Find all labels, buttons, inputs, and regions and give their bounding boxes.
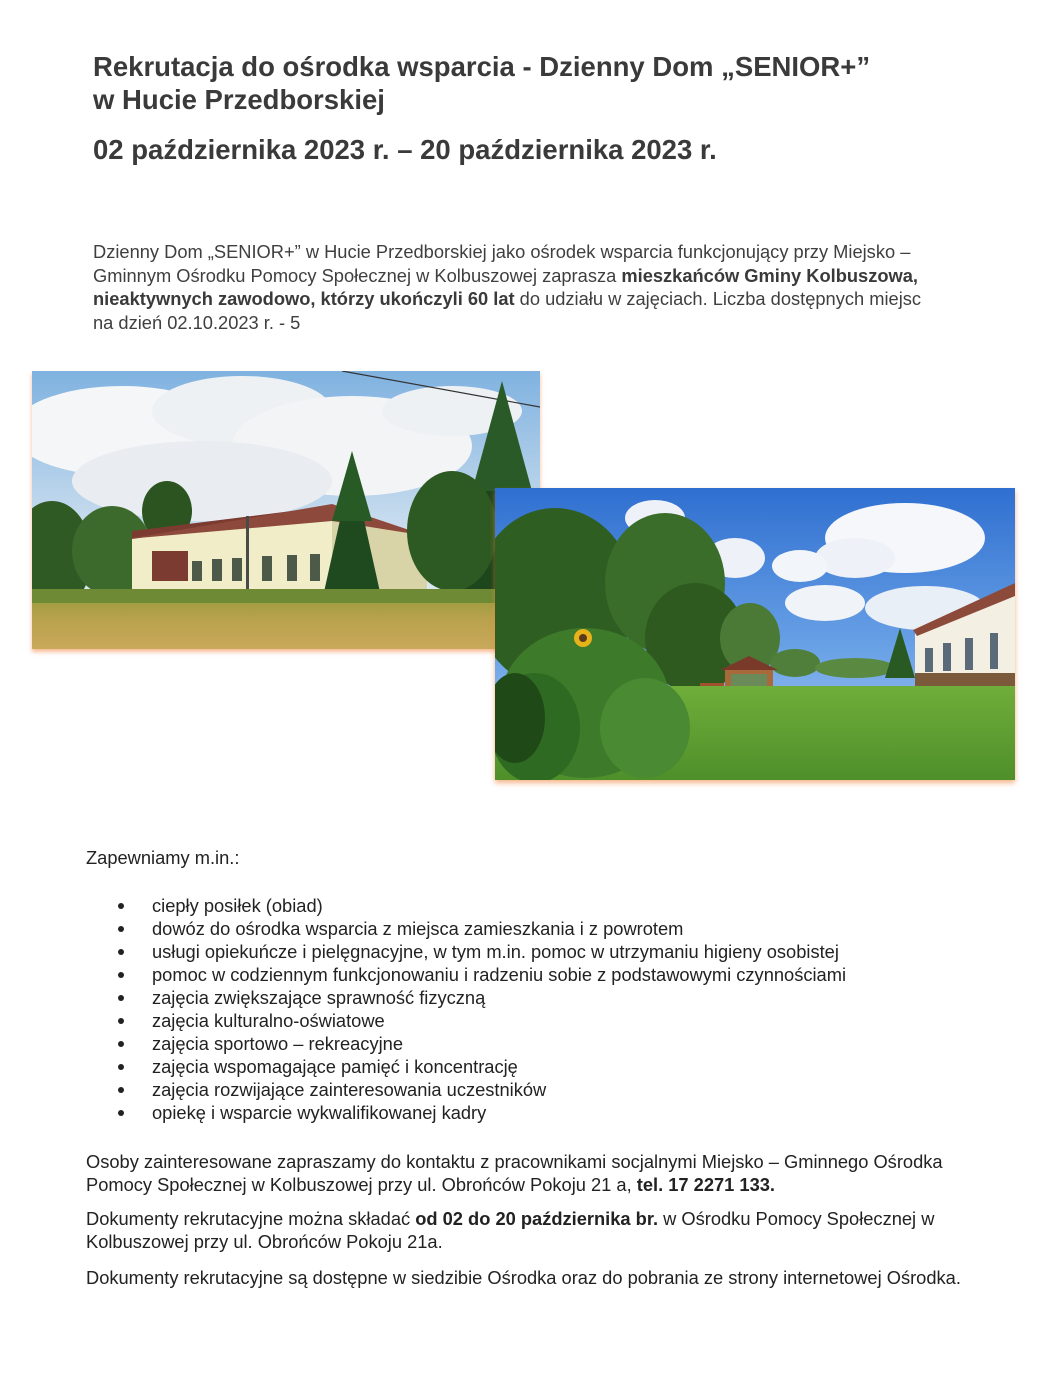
documents-text-1: Dokumenty rekrutacyjne można składać <box>86 1208 416 1229</box>
list-item: zajęcia wspomagające pamięć i koncentrację <box>118 1055 998 1078</box>
intro-text-2: do udziału w zajęciach. Liczba dostępnych miejsc na dzień 02.10.2023 r. - 5 <box>93 288 922 333</box>
page-title <box>93 50 993 116</box>
bullet-icon <box>118 995 124 1001</box>
list-item: zajęcia sportowo – rekreacyjne <box>118 1032 998 1055</box>
list-item: usługi opiekuńcze i pielęgnacyjne, w tym m.in. pomoc w utrzymaniu higieny osobistej <box>118 940 998 963</box>
provide-heading: Zapewniamy m.in.: <box>86 847 240 868</box>
services-list <box>118 894 998 1124</box>
contact-phone: tel. 17 2271 133. <box>636 1174 775 1195</box>
bullet-icon <box>118 1110 124 1116</box>
availability-paragraph: Dokumenty rekrutacyjne są dostępne w siedzibie Ośrodka oraz do pobrania ze strony internetowej Ośrodka. <box>86 1267 961 1288</box>
contact-text: Osoby zainteresowane zapraszamy do kontaktu z pracownikami socjalnymi Miejsko – Gminnego Ośrodka Pomocy Społecznej w Kolbuszowej przy ul. Obrońców Pokoju 21 a, <box>86 1151 943 1195</box>
photo-garden-gazebo <box>495 488 1015 780</box>
intro-text-1: Dzienny Dom „SENIOR+” w Hucie Przedborskiej jako ośrodek wsparcia funkcjonujący przy Miejsko – Gminnym Ośrodku Pomocy Społecznej w Kolbuszowej zaprasza <box>93 241 911 286</box>
bullet-icon <box>118 1064 124 1070</box>
list-item: zajęcia rozwijające zainteresowania uczestników <box>118 1078 998 1101</box>
bullet-icon <box>118 972 124 978</box>
bullet-icon <box>118 1041 124 1047</box>
bullet-icon <box>118 903 124 909</box>
photo-building-exterior <box>32 371 540 649</box>
bullet-icon <box>118 949 124 955</box>
documents-paragraph <box>86 1207 966 1253</box>
recruitment-dates: 02 października 2023 r. – 20 października 2023 r. <box>93 134 717 165</box>
documents-text-2: w Ośrodku Pomocy Społecznej w Kolbuszowej przy ul. Obrońców Pokoju 21a. <box>86 1208 935 1252</box>
title-line-2: w Hucie Przedborskiej <box>93 84 385 115</box>
title-line-1: Rekrutacja do ośrodka wsparcia - Dzienny Dom „SENIOR+” <box>93 51 871 82</box>
list-item: dowóz do ośrodka wsparcia z miejsca zamieszkania i z powrotem <box>118 917 998 940</box>
intro-bold: mieszkańców Gminy Kolbuszowa, nieaktywnych zawodowo, którzy ukończyli 60 lat <box>93 264 918 309</box>
bullet-icon <box>118 1018 124 1024</box>
list-item: ciepły posiłek (obiad) <box>118 894 998 917</box>
list-item: pomoc w codziennym funkcjonowaniu i radzeniu sobie z podstawowymi czynnościami <box>118 963 998 986</box>
list-item: opiekę i wsparcie wykwalifikowanej kadry <box>118 1101 998 1124</box>
bullet-icon <box>118 1087 124 1093</box>
list-item: zajęcia kulturalno-oświatowe <box>118 1009 998 1032</box>
intro-paragraph <box>93 240 943 334</box>
bullet-icon <box>118 926 124 932</box>
contact-paragraph <box>86 1150 966 1196</box>
list-item: zajęcia zwiększające sprawność fizyczną <box>118 986 998 1009</box>
documents-dates: od 02 do 20 października br. <box>415 1208 659 1229</box>
